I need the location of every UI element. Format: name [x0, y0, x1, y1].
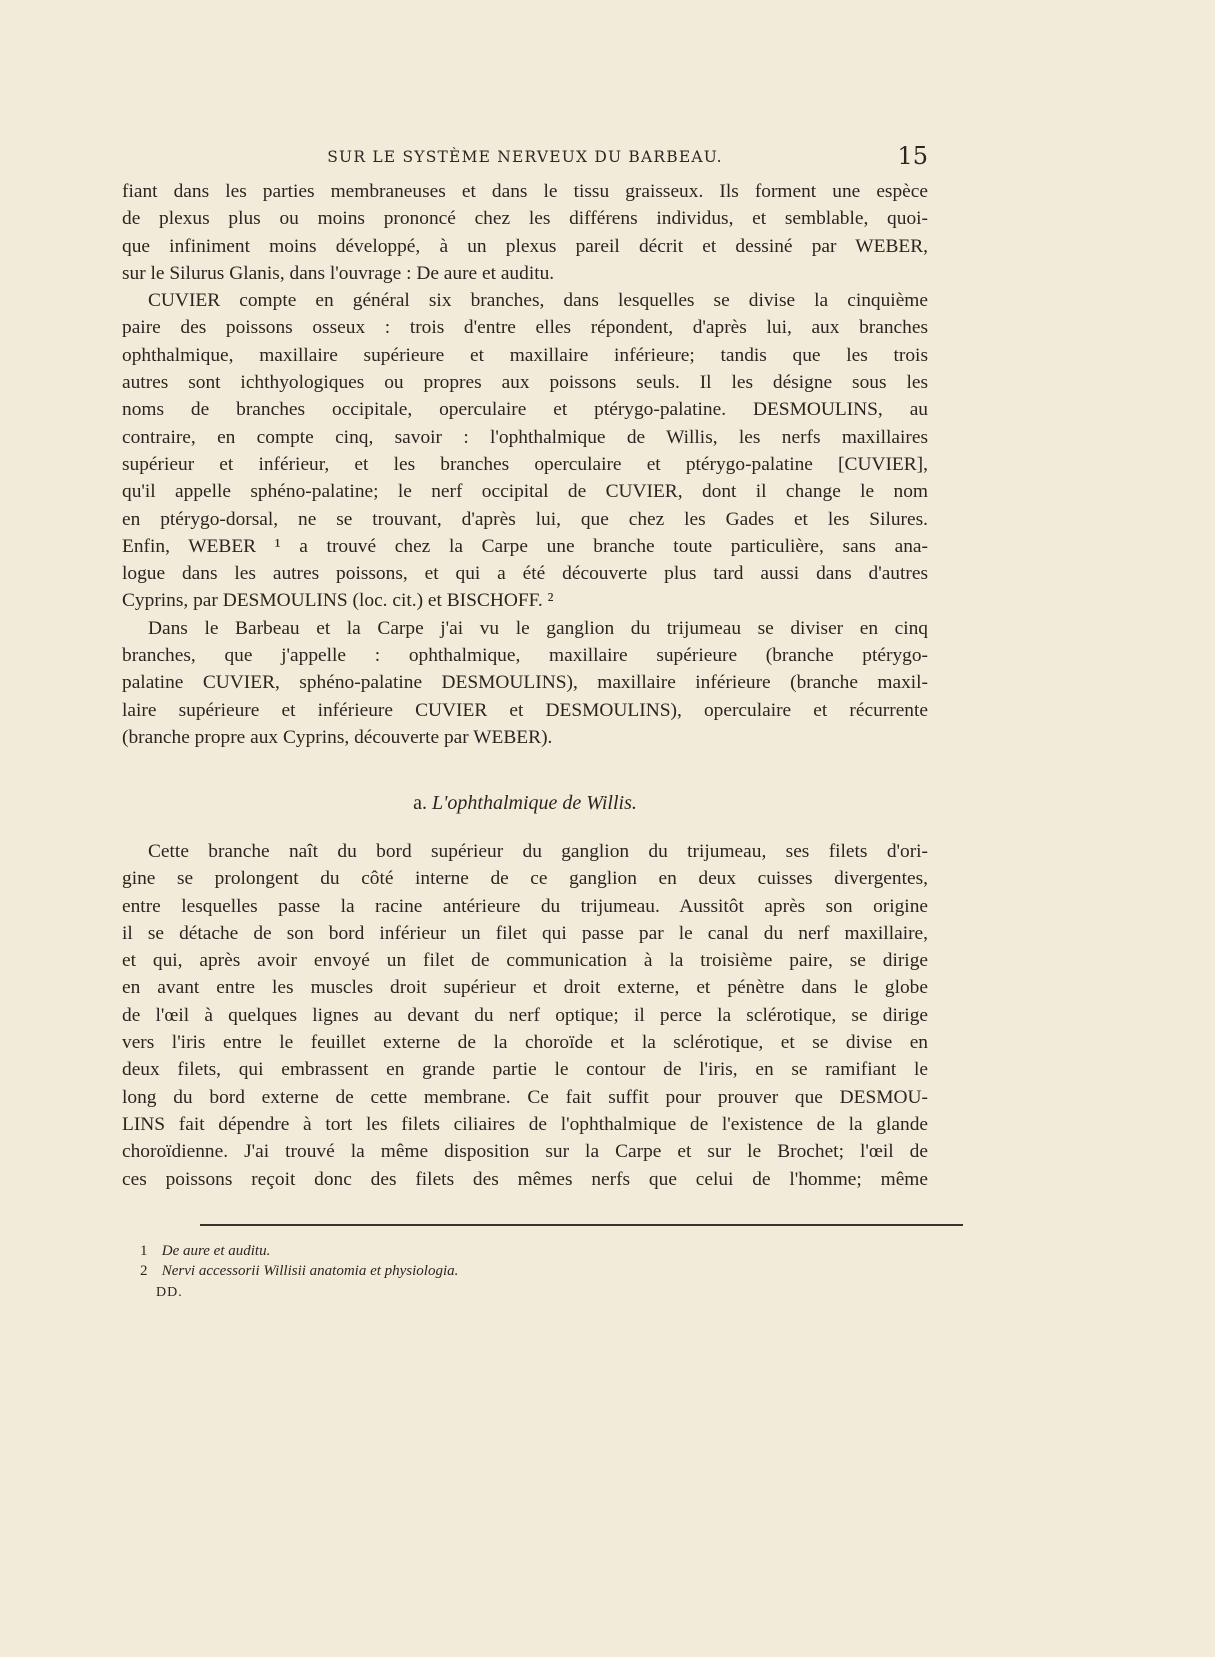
- section-mark: a.: [413, 792, 428, 814]
- main-text-section1: [122, 178, 928, 751]
- text-line: laire supérieure et inférieure CUVIER et DESMOULINS), operculaire et récurrente: [122, 699, 928, 721]
- text-line: sur le Silurus Glanis, dans l'ouvrage : De aure et auditu.: [122, 262, 555, 284]
- text-line: LINS fait dépendre à tort les filets ciliaires de l'ophthalmique de l'existence de la glande: [122, 1113, 928, 1135]
- text-line: logue dans les autres poissons, et qui a été découverte plus tard aussi dans d'autres: [122, 563, 928, 585]
- main-text-section2: [122, 838, 928, 1193]
- footnote-text: De aure et auditu.: [161, 1243, 271, 1259]
- footnote-number: 2: [140, 1263, 148, 1279]
- text-line: contraire, en compte cinq, savoir : l'ophthalmique de Willis, les nerfs maxillaires: [122, 426, 928, 448]
- text-line: en ptérygo-dorsal, ne se trouvant, d'après lui, que chez les Gades et les Silures.: [122, 508, 928, 530]
- text-line: palatine CUVIER, sphéno-palatine DESMOULINS), maxillaire inférieure (branche maxil-: [122, 672, 928, 694]
- text-line: CUVIER compte en général six branches, dans lesquelles se divise la cinquième: [148, 290, 928, 312]
- text-line: long du bord externe de cette membrane. Ce fait suffit pour prouver que DESMOU-: [122, 1086, 928, 1108]
- text-line: branches, que j'appelle : ophthalmique, maxillaire supérieure (branche ptérygo-: [122, 645, 928, 667]
- text-line: en avant entre les muscles droit supérieur et droit externe, et pénètre dans le globe: [122, 977, 928, 999]
- text-line: Cyprins, par DESMOULINS (loc. cit.) et BISCHOFF. ²: [122, 590, 554, 612]
- text-line: Cette branche naît du bord supérieur du ganglion du trijumeau, ses filets d'ori-: [148, 841, 928, 862]
- page-header: [122, 142, 928, 174]
- text-line: de l'œil à quelques lignes au devant du nerf optique; il perce la sclérotique, se dirige: [122, 1004, 928, 1026]
- text-line: paire des poissons osseux : trois d'entre elles répondent, d'après lui, aux branches: [122, 317, 928, 339]
- footnote-number: 1: [140, 1243, 148, 1259]
- text-line: choroïdienne. J'ai trouvé la même disposition sur la Carpe et sur le Brochet; l'œil de: [122, 1141, 928, 1163]
- section-heading: [122, 792, 928, 815]
- footnote: [140, 1241, 458, 1261]
- footnote-text: Nervi accessorii Willisii anatomia et physiologia.: [161, 1263, 459, 1279]
- text-line: de plexus plus ou moins prononcé chez les différens individus, et semblable, quoi-: [122, 208, 928, 230]
- text-line: et qui, après avoir envoyé un filet de communication à la troisième paire, se dirige: [122, 950, 928, 972]
- section-title: L'ophthalmique de Willis.: [432, 792, 637, 814]
- text-line: gine se prolongent du côté interne de ce ganglion en deux cuisses divergentes,: [122, 868, 928, 890]
- text-line: (branche propre aux Cyprins, découverte par WEBER).: [122, 726, 553, 748]
- printer-signature: DD.: [156, 1285, 183, 1300]
- footnote: [140, 1261, 458, 1281]
- running-title: SUR LE SYSTÈME NERVEUX DU BARBEAU.: [327, 148, 723, 166]
- footnote-divider: [200, 1224, 963, 1226]
- text-line: autres sont ichthyologiques ou propres aux poissons seuls. Il les désigne sous les: [122, 372, 928, 394]
- text-line: ces poissons reçoit donc des filets des mêmes nerfs que celui de l'homme; même: [122, 1168, 928, 1190]
- text-line: entre lesquelles passe la racine antérieure du trijumeau. Aussitôt après son origine: [122, 895, 928, 917]
- text-line: ophthalmique, maxillaire supérieure et maxillaire inférieure; tandis que les trois: [122, 344, 928, 366]
- text-line: noms de branches occipitale, operculaire et ptérygo-palatine. DESMOULINS, au: [122, 399, 928, 421]
- text-line: vers l'iris entre le feuillet externe de la choroïde et la sclérotique, et se divise en: [122, 1032, 928, 1054]
- text-line: il se détache de son bord inférieur un filet qui passe par le canal du nerf maxillaire,: [122, 922, 928, 944]
- text-line: que infiniment moins développé, à un plexus pareil décrit et dessiné par WEBER,: [122, 235, 928, 257]
- footnotes: [140, 1241, 458, 1303]
- text-line: supérieur et inférieur, et les branches operculaire et ptérygo-palatine [CUVIER],: [122, 453, 928, 475]
- text-line: Enfin, WEBER ¹ a trouvé chez la Carpe une branche toute particulière, sans ana-: [122, 535, 928, 557]
- text-line: qu'il appelle sphéno-palatine; le nerf occipital de CUVIER, dont il change le nom: [122, 481, 928, 503]
- text-line: fiant dans les parties membraneuses et dans le tissu graisseux. Ils forment une espèce: [122, 181, 928, 202]
- page-number: 15: [897, 142, 928, 170]
- text-line: Dans le Barbeau et la Carpe j'ai vu le ganglion du trijumeau se diviser en cinq: [148, 617, 928, 639]
- text-line: deux filets, qui embrassent en grande partie le contour de l'iris, en se ramifiant le: [122, 1059, 928, 1081]
